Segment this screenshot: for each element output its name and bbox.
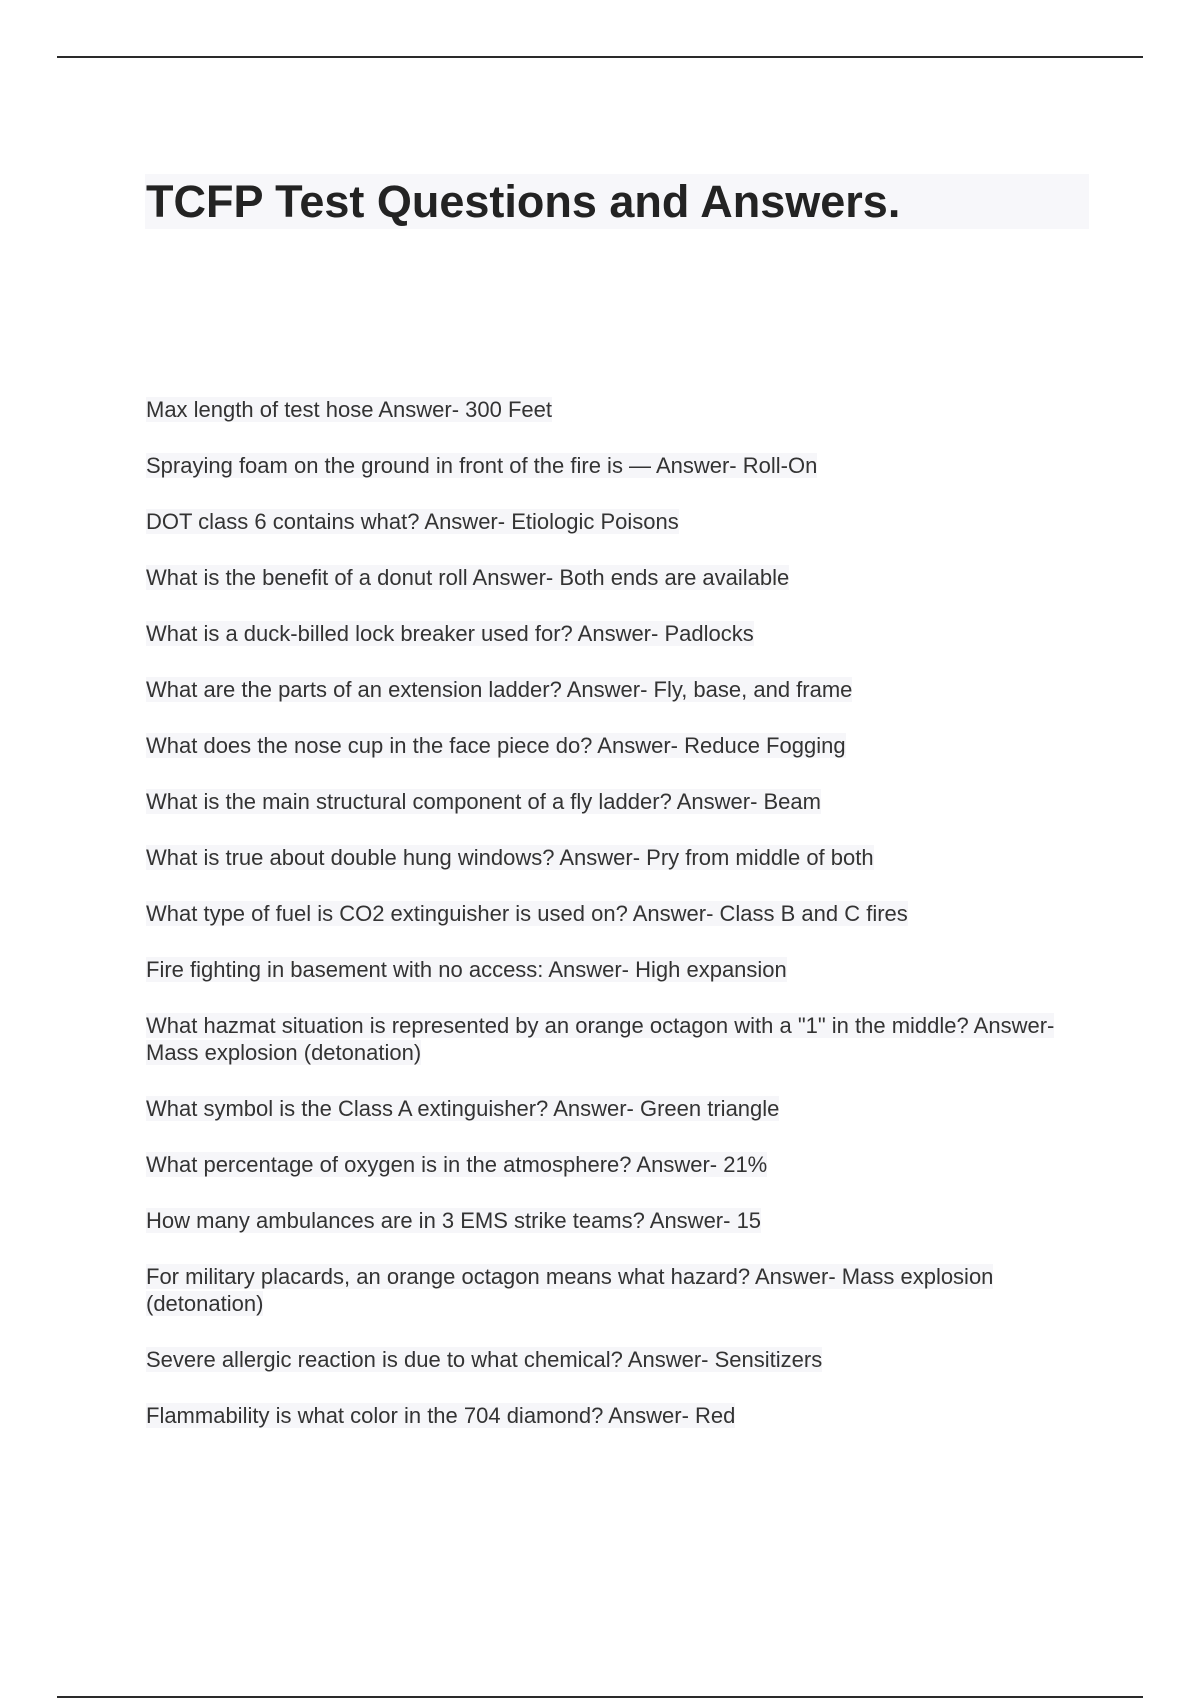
qa-text: What hazmat situation is represented by an orange octagon with a "1" in the middle? Answer- Mass explosion (detonation) bbox=[146, 1013, 1055, 1065]
qa-item bbox=[146, 844, 1096, 871]
qa-text: What does the nose cup in the face piece do? Answer- Reduce Fogging bbox=[146, 733, 846, 758]
qa-item bbox=[146, 1095, 1096, 1122]
top-divider bbox=[57, 56, 1143, 58]
qa-item bbox=[146, 452, 1096, 479]
qa-item bbox=[146, 956, 1096, 983]
qa-text: DOT class 6 contains what? Answer- Etiologic Poisons bbox=[146, 509, 679, 534]
qa-item bbox=[146, 788, 1096, 815]
qa-text: For military placards, an orange octagon means what hazard? Answer- Mass explosion (detonation) bbox=[146, 1264, 994, 1316]
qa-item bbox=[146, 508, 1096, 535]
qa-item bbox=[146, 1012, 1096, 1066]
qa-item bbox=[146, 732, 1096, 759]
qa-item bbox=[146, 396, 1096, 423]
document-title: TCFP Test Questions and Answers. bbox=[146, 176, 901, 227]
qa-item bbox=[146, 1263, 1096, 1317]
qa-text: Severe allergic reaction is due to what chemical? Answer- Sensitizers bbox=[146, 1347, 823, 1372]
qa-text: What percentage of oxygen is in the atmosphere? Answer- 21% bbox=[146, 1152, 768, 1177]
qa-item bbox=[146, 1207, 1096, 1234]
qa-item bbox=[146, 620, 1096, 647]
qa-text: What is the main structural component of a fly ladder? Answer- Beam bbox=[146, 789, 821, 814]
qa-item bbox=[146, 1402, 1096, 1429]
qa-text: What type of fuel is CO2 extinguisher is used on? Answer- Class B and C fires bbox=[146, 901, 908, 926]
qa-text: What symbol is the Class A extinguisher? Answer- Green triangle bbox=[146, 1096, 780, 1121]
qa-text: Spraying foam on the ground in front of the fire is — Answer- Roll-On bbox=[146, 453, 818, 478]
qa-text: Max length of test hose Answer- 300 Feet bbox=[146, 397, 553, 422]
qa-text: What are the parts of an extension ladder? Answer- Fly, base, and frame bbox=[146, 677, 853, 702]
qa-text: What is a duck-billed lock breaker used for? Answer- Padlocks bbox=[146, 621, 754, 646]
qa-item bbox=[146, 900, 1096, 927]
qa-text: How many ambulances are in 3 EMS strike teams? Answer- 15 bbox=[146, 1208, 762, 1233]
qa-text: What is true about double hung windows? Answer- Pry from middle of both bbox=[146, 845, 874, 870]
qa-item bbox=[146, 1346, 1096, 1373]
qa-text: Fire fighting in basement with no access: Answer- High expansion bbox=[146, 957, 787, 982]
bottom-divider bbox=[57, 1696, 1143, 1698]
qa-item bbox=[146, 564, 1096, 591]
qa-text: What is the benefit of a donut roll Answer- Both ends are available bbox=[146, 565, 790, 590]
qa-item bbox=[146, 1151, 1096, 1178]
qa-list bbox=[146, 396, 1096, 1458]
qa-item bbox=[146, 676, 1096, 703]
qa-text: Flammability is what color in the 704 diamond? Answer- Red bbox=[146, 1403, 736, 1428]
